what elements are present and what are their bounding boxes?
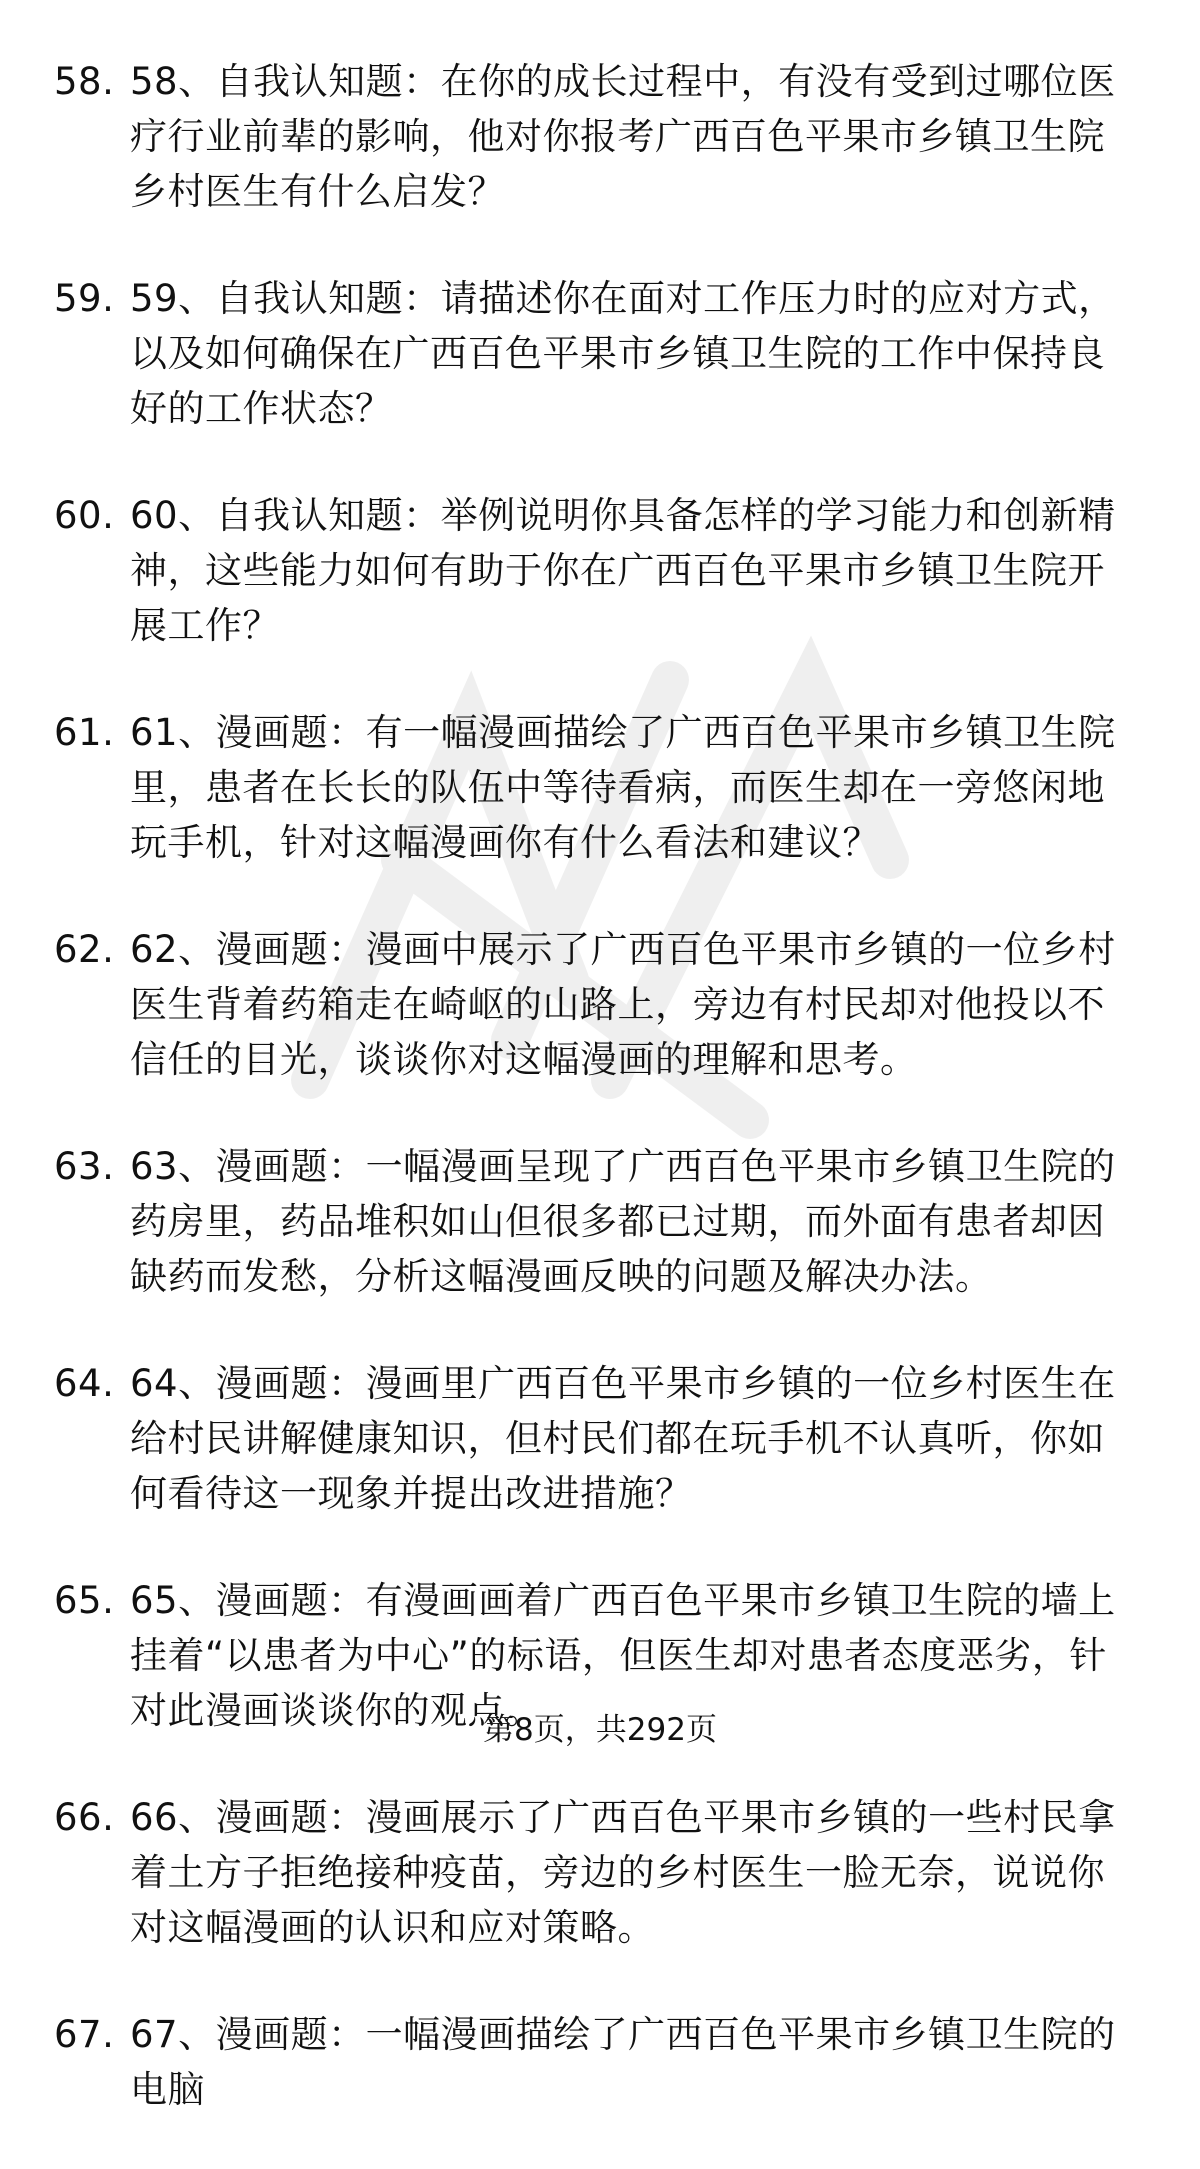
question-number: 62.: [54, 928, 115, 971]
question-text: 58、自我认知题：在你的成长过程中，有没有受到过哪位医疗行业前辈的影响，他对你报考广西百色平果市乡镇卫生院乡村医生有什么启发？: [130, 60, 1116, 213]
question-number: 63.: [54, 1145, 115, 1188]
question-item-66: [0, 1790, 1200, 1955]
question-item-67: [0, 2007, 1200, 2117]
question-item-60: [0, 488, 1200, 653]
question-number: 65.: [54, 1579, 115, 1622]
question-text: 60、自我认知题：举例说明你具备怎样的学习能力和创新精神，这些能力如何有助于你在广西百色平果市乡镇卫生院开展工作？: [130, 494, 1116, 647]
question-number: 60.: [54, 494, 115, 537]
question-number: 59.: [54, 277, 115, 320]
question-number: 67.: [54, 2013, 115, 2056]
question-list: [0, 54, 1200, 2169]
question-text: 59、自我认知题：请描述你在面对工作压力时的应对方式，以及如何确保在广西百色平果市乡镇卫生院的工作中保持良好的工作状态？: [130, 277, 1116, 430]
question-item-63: [0, 1139, 1200, 1304]
question-number: 64.: [54, 1362, 115, 1405]
question-text: 63、漫画题：一幅漫画呈现了广西百色平果市乡镇卫生院的药房里，药品堆积如山但很多都已过期，而外面有患者却因缺药而发愁，分析这幅漫画反映的问题及解决办法。: [130, 1145, 1116, 1298]
question-text: 67、漫画题：一幅漫画描绘了广西百色平果市乡镇卫生院的电脑: [130, 2013, 1116, 2111]
question-item-61: [0, 705, 1200, 870]
question-text: 62、漫画题：漫画中展示了广西百色平果市乡镇的一位乡村医生背着药箱走在崎岖的山路上，旁边有村民却对他投以不信任的目光，谈谈你对这幅漫画的理解和思考。: [130, 928, 1116, 1081]
question-item-62: [0, 922, 1200, 1087]
page-footer: 第8页，共292页: [483, 1712, 717, 1748]
question-number: 66.: [54, 1796, 115, 1839]
question-text: 66、漫画题：漫画展示了广西百色平果市乡镇的一些村民拿着土方子拒绝接种疫苗，旁边的乡村医生一脸无奈，说说你对这幅漫画的认识和应对策略。: [130, 1796, 1116, 1949]
question-item-58: [0, 54, 1200, 219]
question-text: 64、漫画题：漫画里广西百色平果市乡镇的一位乡村医生在给村民讲解健康知识，但村民们都在玩手机不认真听，你如何看待这一现象并提出改进措施？: [130, 1362, 1116, 1515]
question-number: 58.: [54, 60, 115, 103]
question-item-59: [0, 271, 1200, 436]
question-text: 65、漫画题：有漫画画着广西百色平果市乡镇卫生院的墙上挂着“以患者为中心”的标语，但医生却对患者态度恶劣，针对此漫画谈谈你的观点。: [130, 1579, 1116, 1732]
question-text: 61、漫画题：有一幅漫画描绘了广西百色平果市乡镇卫生院里，患者在长长的队伍中等待看病，而医生却在一旁悠闲地玩手机，针对这幅漫画你有什么看法和建议？: [130, 711, 1116, 864]
question-item-64: [0, 1356, 1200, 1521]
question-number: 61.: [54, 711, 115, 754]
